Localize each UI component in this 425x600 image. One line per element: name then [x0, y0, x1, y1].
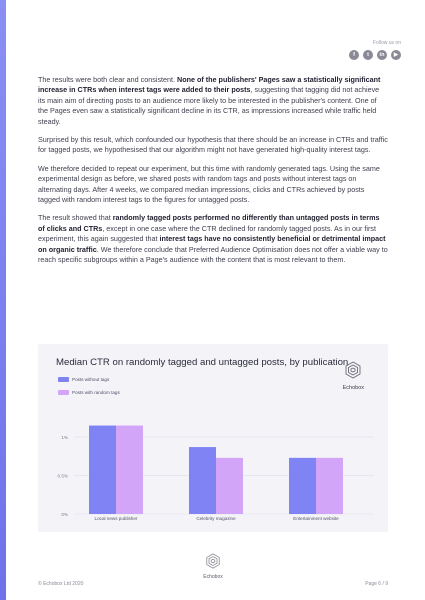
text-run: , suggesting that tagging did not achieve its main aim of directing posts to an audience more likely to be interested in the publisher's content. One of the Pages even saw a statistically significant decline in its CTR, as impressions increased while traffic held steady.: [38, 85, 380, 126]
twitter-icon[interactable]: t: [363, 50, 373, 60]
paragraph: [38, 135, 388, 156]
bar: [89, 426, 116, 514]
body-text: [38, 75, 388, 274]
y-tick-label: 1%: [61, 434, 68, 440]
text-run: The result showed that: [38, 213, 113, 223]
echobox-logo-icon: [344, 361, 362, 379]
bar: [116, 426, 143, 514]
follow-label: Follow us on: [372, 40, 401, 46]
y-tick-label: 0%: [61, 511, 68, 517]
legend-label: Posts with random tags: [72, 389, 120, 395]
bold-text: interest tags have no consistently beneficial or detrimental impact on organic traffic: [38, 234, 386, 254]
social-links: [349, 50, 401, 60]
bar: [216, 458, 243, 514]
brand-name: Echobox: [342, 385, 364, 391]
bold-text: None of the publishers' Pages saw a statistically significant increase in CTRs when interest tags were added to their posts: [38, 75, 381, 95]
chart-brand-logo: [343, 361, 364, 391]
text-run: Surprised by this result, which confounded our hypothesis that there should be an increase in CTRs and traffic for tagged posts, we hypothesised that our algorithm might not have generated high-quality interest tags.: [38, 135, 388, 155]
legend-swatch: [58, 377, 69, 382]
accent-bar: [0, 0, 6, 600]
footer-logo: [200, 553, 226, 580]
text-run: , except in one case where the CTR declined for randomly tagged posts. As in our first experiment, this again suggested that: [38, 223, 376, 244]
bar-chart: [38, 344, 388, 532]
text-run: We therefore decided to repeat our experiment, but this time with randomly generated tags. Using the same experimental design as before, we shared posts with random tags and posts without interest tags on alternating days. After 4 weeks, we compared median impressions, clicks and CTRs achieved by posts tagged with random interest tags to the figures for untagged posts.: [38, 163, 380, 205]
x-tick-label: Entertainment website: [293, 516, 339, 521]
paragraph: [38, 213, 388, 265]
bar: [189, 447, 216, 514]
chart-card: [38, 344, 388, 532]
chart-title: Median CTR on randomly tagged and untagged posts, by publication: [56, 357, 349, 368]
bar: [289, 458, 316, 514]
chart-legend: [58, 374, 120, 400]
x-tick-label: Celebrity magazine: [196, 516, 236, 521]
legend-item: [58, 374, 120, 384]
text-run: The results were both clear and consistent.: [38, 75, 178, 84]
echobox-logo-icon: [205, 553, 221, 569]
bar: [316, 458, 343, 514]
linkedin-icon[interactable]: in: [377, 50, 387, 60]
youtube-icon[interactable]: ▶: [391, 50, 401, 60]
y-tick-label: 0.5%: [57, 473, 68, 479]
bold-text: randomly tagged posts performed no differently than untagged posts in terms of clicks and CTRs: [38, 213, 380, 233]
follow-us: [349, 40, 401, 60]
copyright: © Echobox Ltd 2020: [38, 581, 84, 587]
page-number: Page 6 / 9: [365, 581, 388, 587]
legend-item: [58, 387, 120, 397]
facebook-icon[interactable]: f: [349, 50, 359, 60]
legend-swatch: [58, 390, 69, 395]
legend-label: Posts without tags: [72, 376, 110, 382]
x-tick-label: Local news publisher: [94, 516, 138, 521]
paragraph: [38, 75, 388, 127]
text-run: . We therefore conclude that Preferred Audience Optimisation does not offer a viable way to reach specific subgroups within a Page's audience with the content that is most relevant to them.: [38, 244, 388, 265]
footer-brand-name: Echobox: [203, 574, 223, 580]
paragraph: [38, 164, 388, 206]
